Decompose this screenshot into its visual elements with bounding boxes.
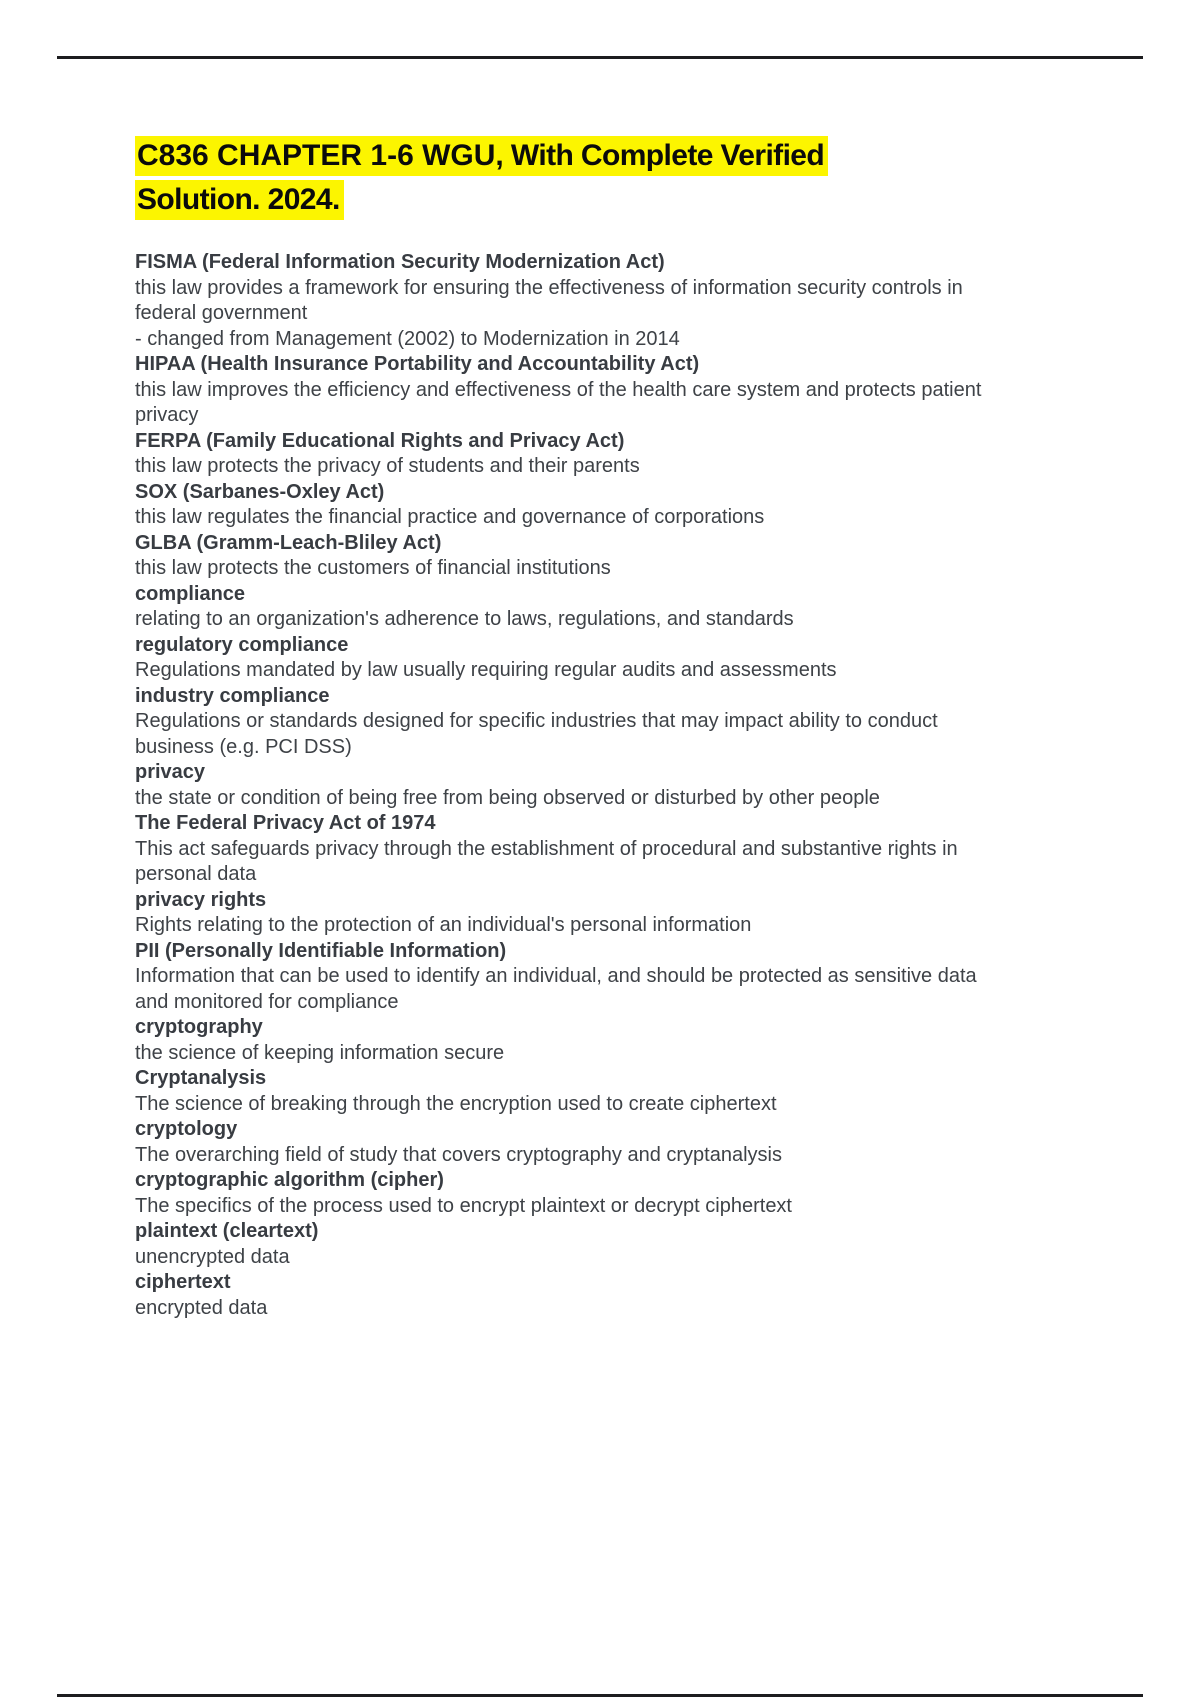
glossary-term: cryptography (135, 1016, 263, 1038)
top-rule (57, 56, 1143, 59)
glossary-list (135, 250, 1015, 1321)
glossary-definition: The science of breaking through the encryption used to create ciphertext (135, 1092, 777, 1115)
glossary-definition: encrypted data (135, 1296, 268, 1319)
title-line-1 (135, 134, 955, 178)
glossary-definition: Information that can be used to identify an individual, and should be protected as sensitive data and monitored for compliance (135, 965, 977, 1013)
glossary-term: cryptographic algorithm (cipher) (135, 1169, 444, 1191)
glossary-definition: Regulations or standards designed for specific industries that may impact ability to conduct business (e.g. PCI DSS) (135, 710, 938, 758)
glossary-definition: this law improves the efficiency and effectiveness of the health care system and protects patient privacy (135, 378, 982, 426)
glossary-definition: Rights relating to the protection of an individual's personal information (135, 914, 752, 936)
glossary-term: FISMA (Federal Information Security Modernization Act) (135, 251, 665, 273)
glossary-definition: Regulations mandated by law usually requiring regular audits and assessments (135, 659, 837, 681)
title-line-2 (135, 178, 955, 222)
glossary-term: industry compliance (135, 684, 330, 707)
glossary-definition: this law protects the customers of financial institutions (135, 557, 611, 579)
glossary-term: compliance (135, 582, 246, 605)
glossary-term: cryptology (135, 1118, 238, 1140)
glossary-term: HIPAA (Health Insurance Portability and Accountability Act) (135, 353, 700, 375)
title-highlight-2 (135, 180, 344, 220)
glossary-term: PII (Personally Identifiable Information) (135, 939, 507, 962)
glossary-term: privacy rights (135, 888, 267, 911)
glossary-term: FERPA (Family Educational Rights and Privacy Act) (135, 429, 625, 452)
glossary-definition: this law regulates the financial practice and governance of corporations (135, 506, 765, 528)
glossary-definition: - changed from Management (2002) to Modernization in 2014 (135, 327, 680, 350)
title-highlight-1 (135, 136, 828, 176)
title-subtitle-part: , With Complete Verified (495, 139, 825, 172)
glossary-definition: unencrypted data (135, 1245, 290, 1268)
glossary-term: Cryptanalysis (135, 1067, 267, 1089)
glossary-definition: the state or condition of being free from being observed or disturbed by other people (135, 786, 880, 809)
glossary-definition: This act safeguards privacy through the establishment of procedural and substantive rights in personal data (135, 837, 958, 885)
glossary-definition: The overarching field of study that covers cryptography and cryptanalysis (135, 1143, 782, 1166)
glossary-definition: this law protects the privacy of students and their parents (135, 455, 640, 477)
glossary-definition: this law provides a framework for ensuring the effectiveness of information security controls in federal government (135, 276, 963, 324)
title-line2-text: Solution. 2024. (137, 183, 340, 216)
glossary-term: The Federal Privacy Act of 1974 (135, 812, 436, 834)
glossary-term: SOX (Sarbanes-Oxley Act) (135, 480, 385, 503)
glossary-term: plaintext (cleartext) (135, 1220, 319, 1242)
glossary-definition: relating to an organization's adherence to laws, regulations, and standards (135, 608, 794, 630)
glossary-term: privacy (135, 761, 206, 783)
glossary-term: ciphertext (135, 1271, 231, 1293)
glossary-definition: The specifics of the process used to encrypt plaintext or decrypt ciphertext (135, 1194, 792, 1217)
glossary-term: GLBA (Gramm-Leach-Bliley Act) (135, 531, 442, 554)
page-title (135, 134, 955, 222)
bottom-rule (57, 1694, 1143, 1697)
glossary-definition: the science of keeping information secure (135, 1041, 505, 1064)
title-course-code: C836 CHAPTER 1-6 WGU (137, 139, 496, 172)
glossary-term: regulatory compliance (135, 633, 349, 656)
